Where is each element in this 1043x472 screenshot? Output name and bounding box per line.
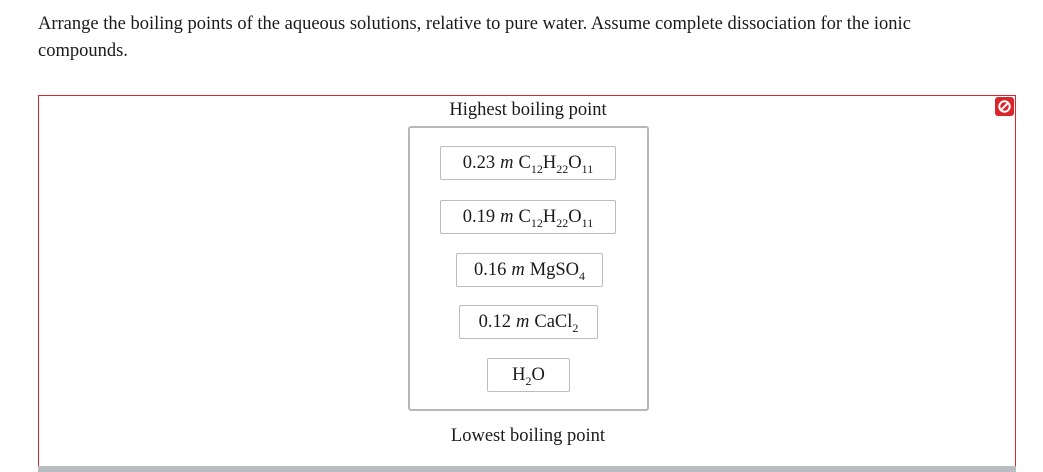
formula-element: MgSO [529, 259, 580, 280]
formula-subscript: 12 [530, 215, 543, 230]
chip-amount: 0.19 [462, 206, 496, 227]
chip-unit: m [500, 152, 514, 173]
chip-amount: 0.12 [478, 311, 511, 332]
lowest-boiling-point-label: Lowest boiling point [450, 426, 606, 446]
formula-subscript: 12 [530, 161, 543, 176]
formula-subscript: 4 [579, 268, 586, 283]
highest-boiling-point-label: Highest boiling point [449, 100, 607, 120]
chip-formula [512, 365, 545, 386]
formula-subscript: 22 [556, 215, 569, 230]
formula-element: H [542, 152, 557, 173]
formula-subscript: 2 [572, 320, 579, 335]
formula-element: C [518, 152, 531, 173]
chip-sucrose-0-19[interactable] [440, 200, 616, 234]
question-text: Arrange the boiling points of the aqueous solutions, relative to pure water. Assume complete dissociation for the ionic compounds. [38, 14, 911, 61]
panel-bottom-bar [38, 466, 1016, 472]
chip-mgso4[interactable] [456, 253, 603, 287]
formula-subscript: 22 [556, 161, 569, 176]
formula-element: CaCl [534, 311, 573, 332]
formula-element: O [568, 206, 582, 227]
formula-element: H [542, 206, 557, 227]
formula-subscript: 2 [525, 373, 532, 388]
chip-unit: m [511, 259, 525, 280]
chip-formula [534, 312, 578, 333]
chip-amount: 0.16 [473, 259, 507, 280]
chip-formula [519, 153, 594, 174]
formula-element: O [568, 152, 582, 173]
formula-element: H [512, 364, 526, 385]
formula-subscript: 11 [581, 161, 594, 176]
chip-formula [530, 260, 585, 281]
chip-water[interactable] [487, 358, 570, 392]
chip-unit: m [515, 311, 530, 332]
formula-element: C [518, 206, 531, 227]
chip-sucrose-0-23[interactable] [440, 146, 616, 180]
formula-subscript: 11 [581, 215, 594, 230]
chip-unit: m [500, 206, 514, 227]
formula-element: O [531, 364, 545, 385]
chip-cacl2[interactable] [459, 305, 598, 339]
chip-formula [519, 207, 594, 228]
chip-amount: 0.23 [462, 152, 496, 173]
